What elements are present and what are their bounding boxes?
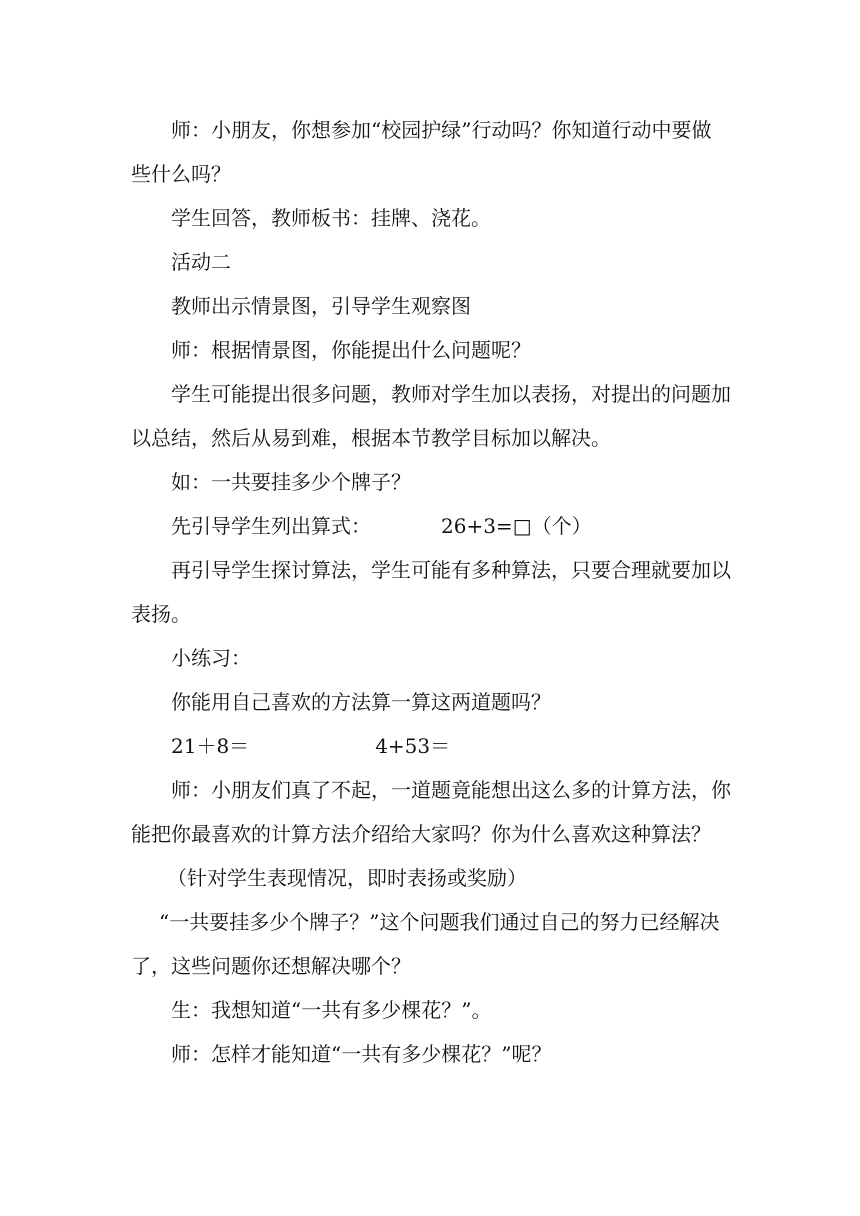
- paragraph-teacher-question: 师：小朋友，你想参加“校园护绿”行动吗？你知道行动中要做些什么吗？: [131, 118, 712, 186]
- paragraph-teacher-prompt: 师：根据情景图，你能提出什么问题呢？: [171, 338, 531, 362]
- paragraph-formula-line: [131, 504, 731, 548]
- paragraph-student-questions: 学生可能提出很多问题，教师对学生加以表扬，对提出的问题加以总结，然后从易到难，根据本节教学目标加以解决。: [131, 382, 731, 450]
- practice-problem-1: 21＋8＝: [171, 734, 250, 758]
- formula-expression: 26+3=□（个）: [441, 514, 592, 538]
- paragraph-example-question: 如：一共要挂多少个牌子？: [171, 470, 411, 494]
- paragraph-teacher-praise: 师：小朋友们真了不起，一道题竟能想出这么多的计算方法，你能把你最喜欢的计算方法介绍给大家吗？你为什么喜欢这种算法？: [131, 778, 731, 846]
- paragraph-student-want: 生：我想知道“一共有多少棵花？”。: [171, 998, 492, 1022]
- paragraph-next-question: “一共要挂多少个牌子？”这个问题我们通过自己的努力已经解决了，这些问题你还想解决哪个？: [131, 910, 720, 978]
- document-page: [131, 108, 731, 1076]
- formula-label: 先引导学生列出算式：: [171, 514, 371, 538]
- paragraph-practice-prompt: 你能用自己喜欢的方法算一算这两道题吗？: [171, 690, 551, 714]
- paragraph-practice-problems: [131, 724, 731, 768]
- paragraph-teacher-how: 师：怎样才能知道“一共有多少棵花？”呢？: [171, 1042, 552, 1066]
- section-heading-activity-two: 活动二: [171, 250, 231, 274]
- practice-problem-2: 4+53＝: [375, 734, 451, 758]
- paragraph-explore-methods: 再引导学生探讨算法，学生可能有多种算法，只要合理就要加以表扬。: [131, 558, 731, 626]
- section-heading-practice: 小练习：: [171, 646, 251, 670]
- paragraph-student-answer: 学生回答，教师板书：挂牌、浇花。: [171, 206, 491, 230]
- paragraph-show-picture: 教师出示情景图，引导学生观察图: [171, 294, 471, 318]
- paragraph-reward-note: （针对学生表现情况，即时表扬或奖励）: [167, 866, 527, 890]
